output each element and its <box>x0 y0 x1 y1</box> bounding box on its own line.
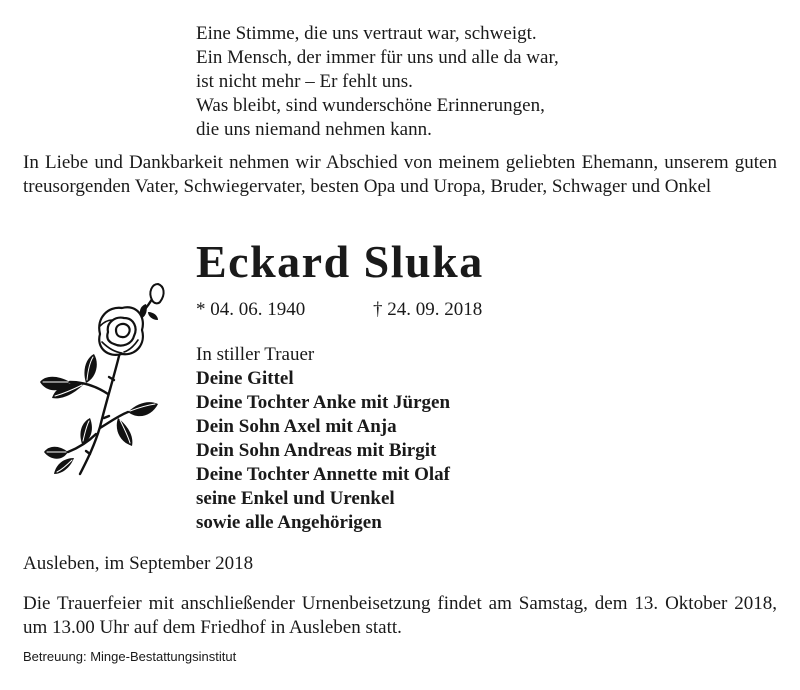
poem-line: Eine Stimme, die uns vertraut war, schweigt. <box>196 23 537 44</box>
mourners-block <box>196 343 696 535</box>
poem-line: ist nicht mehr – Er fehlt uns. <box>196 71 413 92</box>
poem <box>196 22 756 142</box>
poem-line: die uns niemand nehmen kann. <box>196 119 432 140</box>
death-date: † 24. 09. 2018 <box>373 299 483 320</box>
funeral-home-credit: Betreuung: Minge-Bestattungsinstitut <box>23 649 237 664</box>
mourner-line: Dein Sohn Andreas mit Birgit <box>196 440 437 461</box>
mourner-line: Deine Tochter Anke mit Jürgen <box>196 392 451 413</box>
birth-date: * 04. 06. 1940 <box>196 299 306 320</box>
mourning-heading: In stiller Trauer <box>196 344 315 365</box>
funeral-notice: Die Trauerfeier mit anschließender Urnenbeisetzung findet am Samstag, dem 13. Oktober 2018, um 13.00 Uhr auf dem Friedhof in Ausleben statt. <box>23 593 777 638</box>
place-date: Ausleben, im September 2018 <box>23 553 254 574</box>
mourner-line: Deine Gittel <box>196 368 294 389</box>
poem-line: Ein Mensch, der immer für uns und alle da war, <box>196 47 559 68</box>
mourner-line: Dein Sohn Axel mit Anja <box>196 416 397 437</box>
rose-icon <box>38 282 170 480</box>
deceased-name: Eckard Sluka <box>196 236 484 287</box>
poem-line: Was bleibt, sind wunderschöne Erinnerungen, <box>196 95 545 116</box>
mourner-line: Deine Tochter Annette mit Olaf <box>196 464 451 485</box>
mourner-line: seine Enkel und Urenkel <box>196 488 395 509</box>
mourner-line: sowie alle Angehörigen <box>196 512 382 533</box>
farewell-intro: In Liebe und Dankbarkeit nehmen wir Abschied von meinem geliebten Ehemann, unserem guten treusorgenden Vater, Schwiegervater, besten Opa und Uropa, Bruder, Schwager und Onkel <box>23 152 777 197</box>
